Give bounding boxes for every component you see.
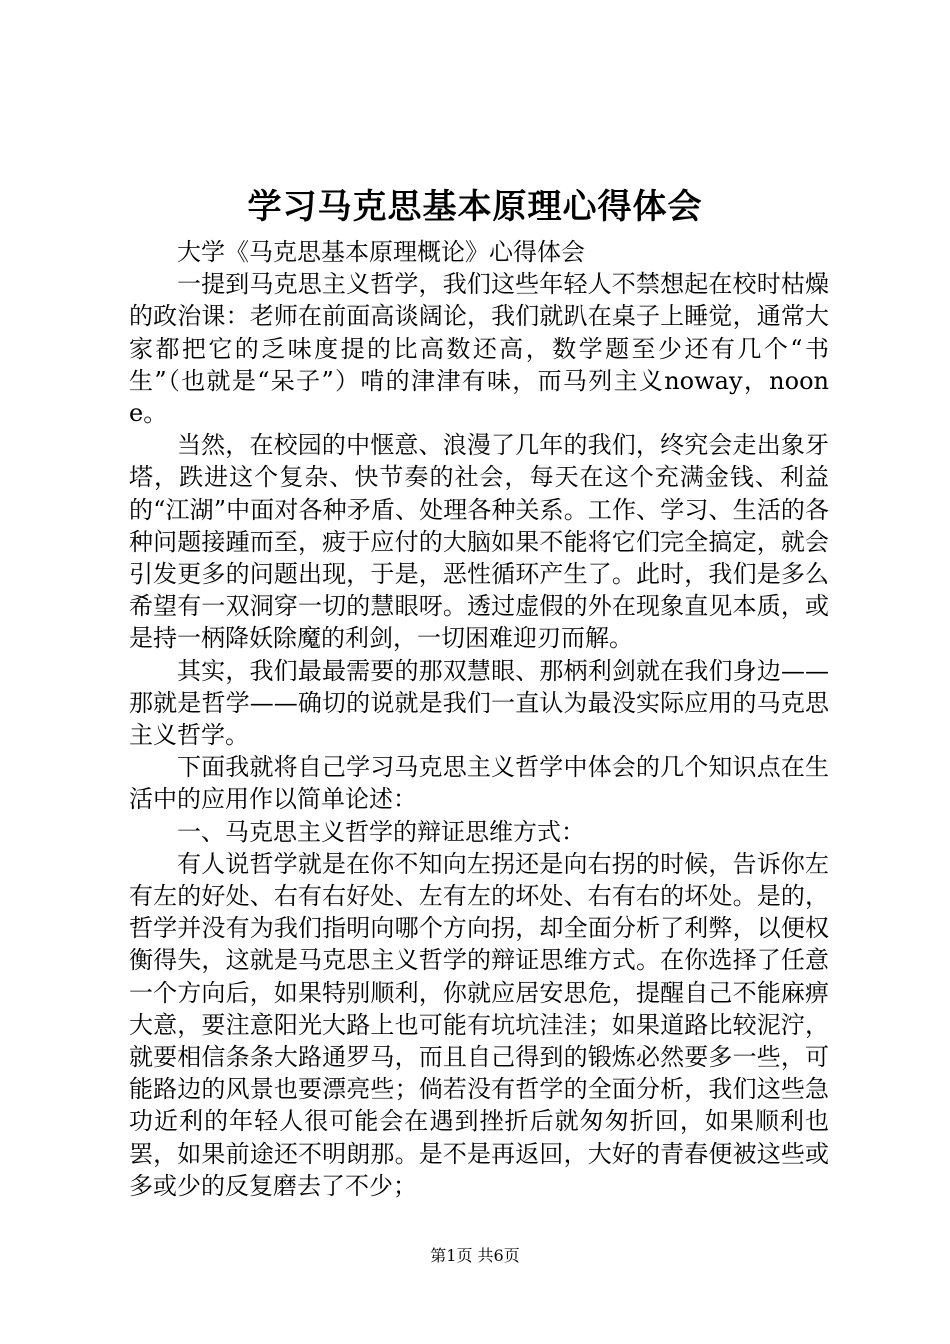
- paragraph: 一提到马克思主义哲学，我们这些年轻人不禁想起在校时枯燥的政治课：老师在前面高谈阔论，我们就趴在桌子上睡觉，通常大家都把它的乏味度提的比高数还高，数学题至少还有几个“书生”（也就是“呆子”）啃的津津有味，而马列主义noway，noone。: [129, 270, 829, 428]
- paragraph: 其实，我们最最需要的那双慧眼、那柄利剑就在我们身边——那就是哲学——确切的说就是我们一直认为最没实际应用的马克思主义哲学。: [129, 656, 829, 750]
- page-footer: 第1页 共6页: [430, 1246, 520, 1265]
- paragraph: 下面我就将自己学习马克思主义哲学中体会的几个知识点在生活中的应用作以简单论述：: [129, 753, 829, 814]
- paragraph-subtitle: 大学《马克思基本原理概论》心得体会: [177, 238, 585, 266]
- section-heading: 一、马克思主义哲学的辩证思维方式：: [177, 817, 585, 846]
- paragraph: 有人说哲学就是在你不知向左拐还是向右拐的时候，告诉你左有左的好处、右有右好处、左有左的坏处、右有右的坏处。是的，哲学并没有为我们指明向哪个方向拐，却全面分析了利弊，以便权衡得失，这就是马克思主义哲学的辩证思维方式。在你选择了任意一个方向后，如果特别顺利，你就应居安思危，提醒自己不能麻痹大意，要注意阳光大路上也可能有坑坑洼洼；如果道路比较泥泞，就要相信条条大路通罗马，而且自己得到的锻炼必然要多一些，可能路边的风景也要漂亮些；倘若没有哲学的全面分析，我们这些急功近利的年轻人很可能会在遇到挫折后就匆匆折回，如果顺利也罢，如果前途还不明朗那。是不是再返回，大好的青春便被这些或多或少的反复磨去了不少；: [129, 849, 829, 1200]
- document-body: [129, 236, 829, 1202]
- paragraph: 当然，在校园的中惬意、浪漫了几年的我们，终究会走出象牙塔，跌进这个复杂、快节奏的社会，每天在这个充满金钱、利益的“江湖”中面对各种矛盾、处理各种关系。工作、学习、生活的各种问题接踵而至，疲于应付的大脑如果不能将它们完全搞定，就会引发更多的问题出现，于是，恶性循环产生了。此时，我们是多么希望有一双洞穿一切的慧眼呀。透过虚假的外在现象直见本质，或是持一柄降妖除魔的利剑，一切困难迎刃而解。: [129, 431, 829, 653]
- document-title: 学习马克思基本原理心得体会: [247, 187, 703, 227]
